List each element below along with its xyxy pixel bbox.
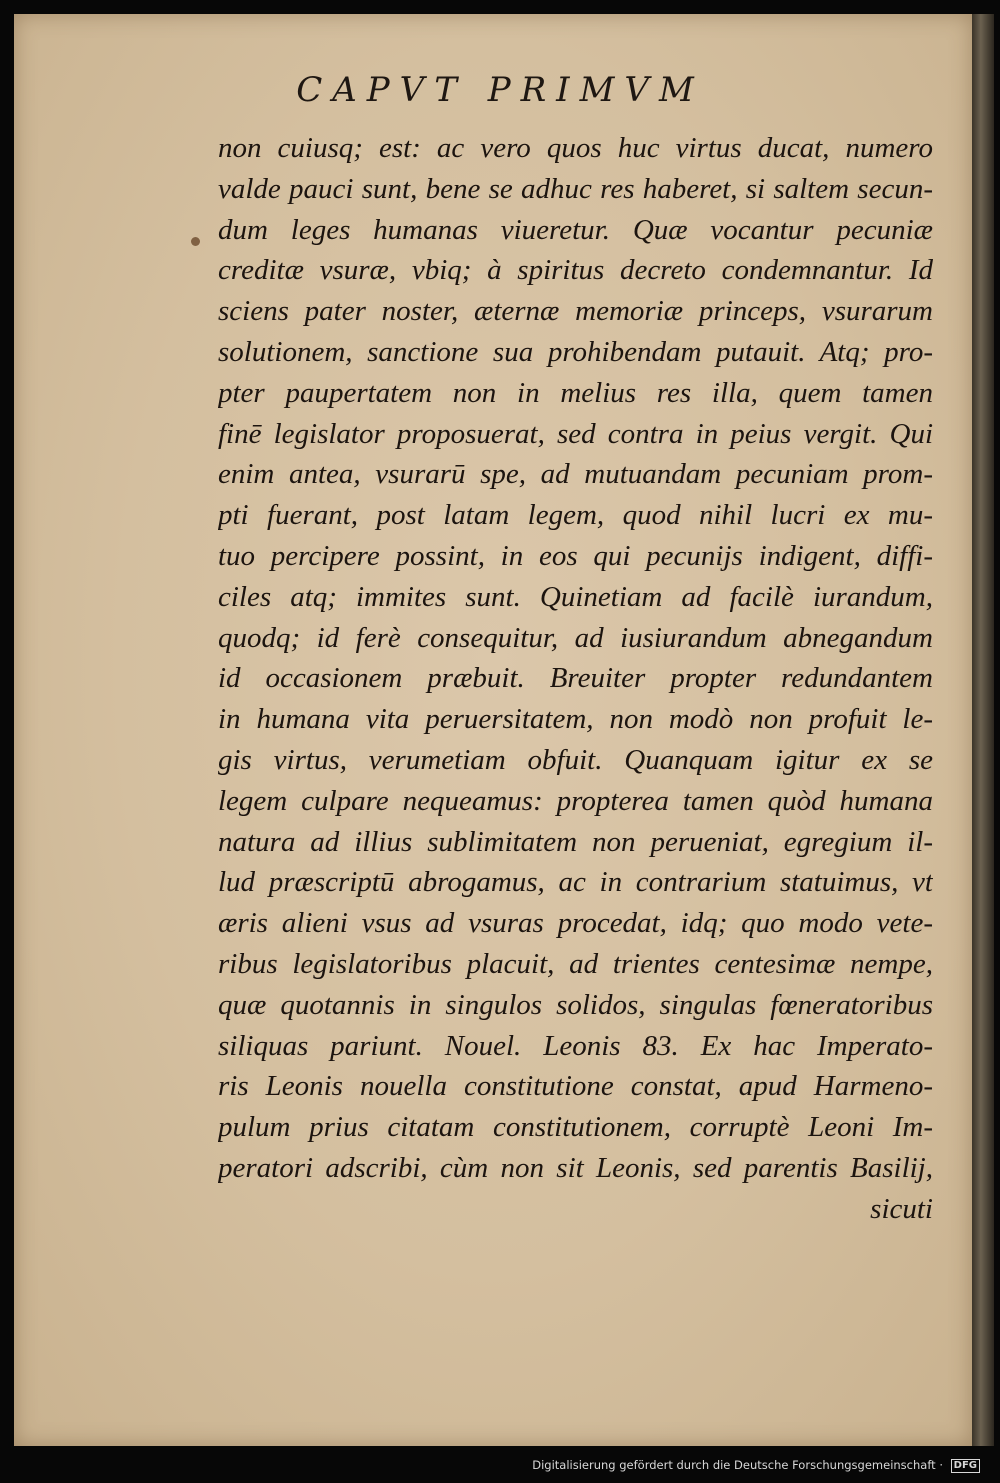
text-line: gis virtus, verumetiam obfuit. Quanquam igitur ex se <box>218 743 933 776</box>
ink-spot <box>191 237 200 246</box>
text-line: pti fuerant, post latam legem, quod nihil lucri ex mu- <box>218 499 933 532</box>
credit-separator: · <box>939 1458 947 1472</box>
body-text <box>218 128 933 1230</box>
text-line: ris Leonis nouella constitutione constat, apud Harmeno- <box>218 1070 933 1103</box>
text-line: pulum prius citatam constitutionem, corruptè Leoni Im- <box>218 1111 933 1144</box>
text-line: sicuti <box>870 1192 933 1225</box>
text-line: finē legislator proposuerat, sed contra in peius vergit. Qui <box>218 417 933 450</box>
text-line: dum leges humanas viueretur. Quæ vocantur pecuniæ <box>218 213 933 246</box>
text-line: peratori adscribi, cùm non sit Leonis, sed parentis Basilij, <box>218 1151 933 1184</box>
text-line: sciens pater noster, æternæ memoriæ princeps, vsurarum <box>218 295 933 328</box>
page-edge <box>972 14 994 1446</box>
dfg-logo: DFG <box>951 1459 980 1473</box>
text-line: creditæ vsuræ, vbiq; à spiritus decreto condemnantur. Id <box>218 254 933 287</box>
text-line: solutionem, sanctione sua prohibendam putauit. Atq; pro- <box>218 335 933 368</box>
text-line: pter paupertatem non in melius res illa, quem tamen <box>218 376 933 409</box>
text-line: quodq; id ferè consequitur, ad iusiurandum abnegandum <box>218 621 933 654</box>
text-line: natura ad illius sublimitatem non perueniat, egregium il- <box>218 825 933 858</box>
text-line: ribus legislatoribus placuit, ad trientes centesimæ nempe, <box>218 947 933 980</box>
credit-text: Digitalisierung gefördert durch die Deutsche Forschungsgemeinschaft <box>532 1458 936 1472</box>
text-line: in humana vita peruersitatem, non modò non profuit le- <box>218 703 933 736</box>
text-line: non cuiusq; est: ac vero quos huc virtus ducat, numero <box>218 132 933 164</box>
text-line: siliquas pariunt. Nouel. Leonis 83. Ex hac Imperato- <box>218 1029 933 1062</box>
text-line: id occasionem præbuit. Breuiter propter redundantem <box>218 662 933 695</box>
text-line: valde pauci sunt, bene se adhuc res haberet, si saltem secun- <box>218 172 933 205</box>
text-line: ciles atq; immites sunt. Quinetiam ad facilè iurandum, <box>218 580 933 613</box>
running-head: CAPVT PRIMVM <box>296 70 704 110</box>
text-line: lud præscriptū abrogamus, ac in contrarium statuimus, vt <box>218 866 933 899</box>
text-line: legem culpare nequeamus: propterea tamen quòd humana <box>218 784 933 817</box>
digitization-credit <box>0 1458 980 1473</box>
text-line: æris alieni vsus ad vsuras procedat, idq; quo modo vete- <box>218 907 933 940</box>
text-line: quæ quotannis in singulos solidos, singulas fœneratoribus <box>218 988 933 1021</box>
text-line: tuo percipere possint, in eos qui pecunijs indigent, diffi- <box>218 539 933 572</box>
text-line: enim antea, vsurarū spe, ad mutuandam pecuniam prom- <box>218 458 933 491</box>
